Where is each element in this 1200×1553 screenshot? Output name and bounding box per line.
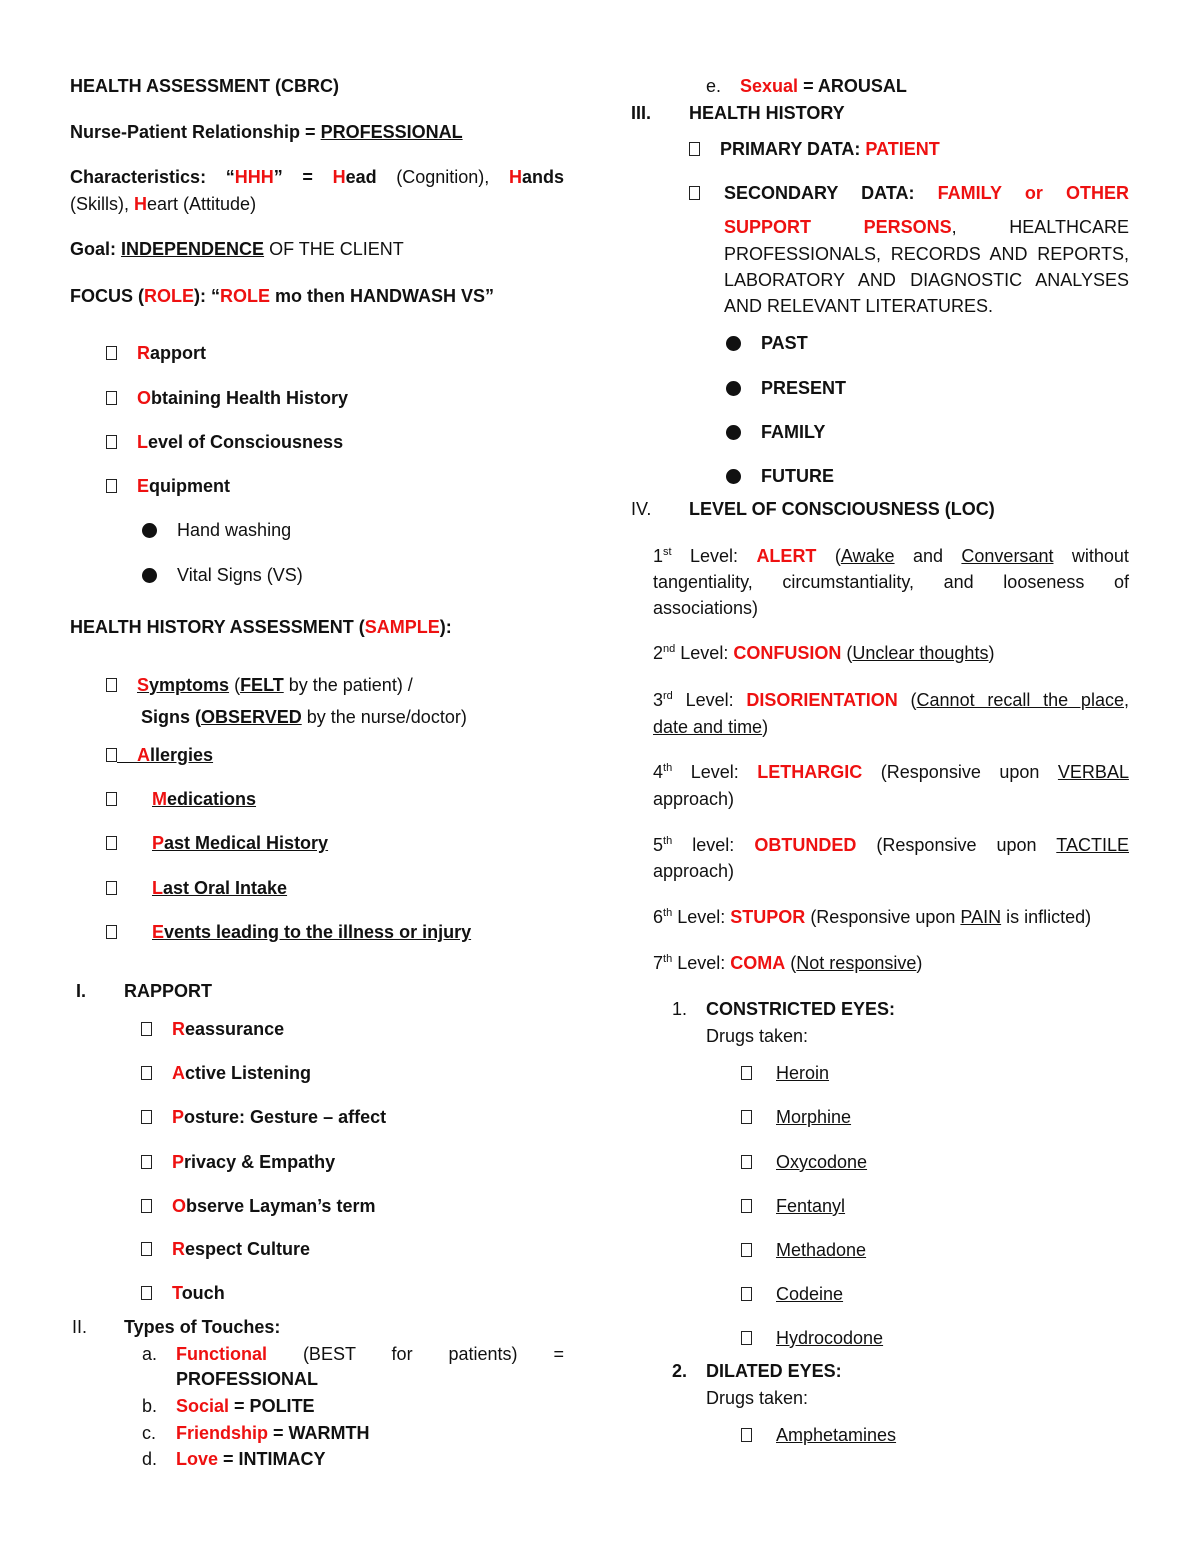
checkbox-icon (106, 925, 117, 939)
drug-item: Methadone (741, 1239, 866, 1261)
list-letter: a. (142, 1344, 158, 1364)
checkbox-icon (689, 142, 700, 156)
section-number: IV. (631, 499, 652, 519)
focus-line: FOCUS (ROLE): “ROLE mo then HANDWASH VS” (70, 286, 495, 306)
section-heading-touches: Types of Touches: (124, 1317, 281, 1337)
nurse-patient-relationship: Nurse-Patient Relationship = PROFESSIONAL (70, 122, 463, 142)
checkbox-icon (741, 1066, 752, 1080)
loc-level-2: 2nd Level: CONFUSION (Unclear thoughts) (653, 643, 995, 663)
checkbox-icon (106, 479, 117, 493)
checkbox-icon (741, 1287, 752, 1301)
list-item: Touch (141, 1282, 225, 1304)
loc-level-5-line-2: approach) (653, 861, 735, 881)
checkbox-icon (141, 1155, 152, 1169)
touch-item-sexual: Sexual = AROUSAL (740, 76, 907, 96)
touch-item: Love = INTIMACY (176, 1449, 326, 1469)
drug-item: Morphine (741, 1106, 851, 1128)
section-heading-history: HEALTH HISTORY (689, 103, 845, 123)
checkbox-icon (106, 391, 117, 405)
list-item: Medications (106, 788, 256, 810)
checkbox-icon (141, 1022, 152, 1036)
list-item: Hand washing (142, 519, 291, 541)
section-number: III. (631, 103, 652, 123)
loc-level-3-line-2: date and time) (653, 717, 769, 737)
primary-data: PRIMARY DATA: PATIENT (689, 138, 940, 160)
signs-line: Signs (OBSERVED by the nurse/doctor) (141, 707, 467, 727)
bullet-icon (726, 425, 741, 440)
loc-level-3: 3rd Level: DISORIENTATION (Cannot recall the place, (653, 690, 1129, 710)
list-item: Allergies (106, 744, 213, 766)
section-heading-rapport: RAPPORT (124, 981, 213, 1001)
loc-level-1-line-2: tangentiality, circumstantiality, and looseness of (653, 572, 1129, 592)
checkbox-icon (141, 1066, 152, 1080)
bullet-icon (726, 381, 741, 396)
list-item: Respect Culture (141, 1238, 310, 1260)
checkbox-icon (741, 1331, 752, 1345)
checkbox-icon (106, 346, 117, 360)
drugs-taken-label: Drugs taken: (706, 1388, 809, 1408)
goal-line: Goal: INDEPENDENCE OF THE CLIENT (70, 239, 404, 259)
drugs-taken-label: Drugs taken: (706, 1026, 809, 1046)
list-item: Level of Consciousness (106, 431, 343, 453)
characteristics-line: Characteristics: “HHH” = Head (Cognition), Hands (70, 167, 564, 187)
drug-item: Heroin (741, 1062, 829, 1084)
touch-item-cont: PROFESSIONAL (176, 1369, 319, 1389)
list-item: Last Oral Intake (106, 877, 287, 899)
list-item: Obtaining Health History (106, 387, 348, 409)
checkbox-icon (106, 836, 117, 850)
checkbox-icon (741, 1155, 752, 1169)
list-item: FUTURE (726, 465, 834, 487)
section-heading-loc: LEVEL OF CONSCIOUSNESS (LOC) (689, 499, 995, 519)
loc-level-4-line-2: approach) (653, 789, 735, 809)
list-letter: e. (706, 76, 722, 96)
loc-level-4: 4th Level: LETHARGIC (Responsive upon VERBAL (653, 762, 1129, 782)
list-item: Privacy & Empathy (141, 1151, 335, 1173)
list-item: Posture: Gesture – affect (141, 1106, 386, 1128)
secondary-data-line-2: SUPPORT PERSONS, HEALTHCARE (724, 217, 1129, 237)
list-item: Events leading to the illness or injury (106, 921, 471, 943)
constricted-eyes-heading: CONSTRICTED EYES: (706, 999, 896, 1019)
checkbox-icon (741, 1428, 752, 1442)
list-item: Observe Layman’s term (141, 1195, 375, 1217)
list-item: PRESENT (726, 377, 846, 399)
list-item: Equipment (106, 475, 230, 497)
document-title: HEALTH ASSESSMENT (CBRC) (70, 76, 339, 96)
checkbox-icon (106, 881, 117, 895)
drug-item: Oxycodone (741, 1151, 867, 1173)
touch-item-functional: Functional (BEST for patients) = (176, 1344, 564, 1364)
drug-item: Amphetamines (741, 1424, 896, 1446)
list-item: PAST (726, 332, 808, 354)
drug-item: Hydrocodone (741, 1327, 883, 1349)
bullet-icon (142, 568, 157, 583)
list-item: Vital Signs (VS) (142, 564, 303, 586)
checkbox-icon (106, 678, 117, 692)
checkbox-icon (141, 1199, 152, 1213)
list-number: 2. (672, 1361, 688, 1381)
checkbox-icon (106, 435, 117, 449)
sample-heading: HEALTH HISTORY ASSESSMENT (SAMPLE): (70, 617, 452, 637)
checkbox-icon (106, 792, 117, 806)
checkbox-icon (141, 1242, 152, 1256)
list-item: Active Listening (141, 1062, 311, 1084)
list-number: 1. (672, 999, 688, 1019)
checkbox-icon (141, 1286, 152, 1300)
checkbox-icon (741, 1199, 752, 1213)
list-item: Symptoms (FELT by the patient) / (106, 674, 413, 696)
section-number: I. (76, 981, 87, 1001)
list-item: Reassurance (141, 1018, 284, 1040)
secondary-data-line-3: PROFESSIONALS, RECORDS AND REPORTS, (724, 244, 1129, 264)
bullet-icon (142, 523, 157, 538)
loc-level-5: 5th level: OBTUNDED (Responsive upon TACTILE (653, 835, 1129, 855)
bullet-icon (726, 469, 741, 484)
touch-item: Social = POLITE (176, 1396, 315, 1416)
list-item: FAMILY (726, 421, 825, 443)
loc-level-7: 7th Level: COMA (Not responsive) (653, 953, 923, 973)
bullet-icon (726, 336, 741, 351)
section-number: II. (72, 1317, 88, 1337)
touch-item: Friendship = WARMTH (176, 1423, 370, 1443)
secondary-data-line-4: LABORATORY AND DIAGNOSTIC ANALYSES (724, 270, 1129, 290)
checkbox-icon (741, 1110, 752, 1124)
loc-level-1: 1st Level: ALERT (Awake and Conversant without (653, 546, 1129, 566)
list-item: Past Medical History (106, 832, 328, 854)
secondary-data-line-5: AND RELEVANT LITERATURES. (724, 296, 994, 316)
checkbox-icon-wrap (689, 182, 700, 204)
checkbox-icon (741, 1243, 752, 1257)
list-letter: b. (142, 1396, 158, 1416)
list-item: Rapport (106, 342, 206, 364)
list-letter: d. (142, 1449, 158, 1469)
drug-item: Fentanyl (741, 1195, 845, 1217)
list-letter: c. (142, 1423, 157, 1443)
dilated-eyes-heading: DILATED EYES: (706, 1361, 842, 1381)
secondary-data: SECONDARY DATA: FAMILY or OTHER (724, 183, 1129, 203)
loc-level-6: 6th Level: STUPOR (Responsive upon PAIN is inflicted) (653, 907, 1092, 927)
checkbox-icon (106, 748, 117, 762)
drug-item: Codeine (741, 1283, 843, 1305)
checkbox-icon (689, 186, 700, 200)
characteristics-line-2: (Skills), Heart (Attitude) (70, 194, 257, 214)
loc-level-1-line-3: associations) (653, 598, 759, 618)
checkbox-icon (141, 1110, 152, 1124)
